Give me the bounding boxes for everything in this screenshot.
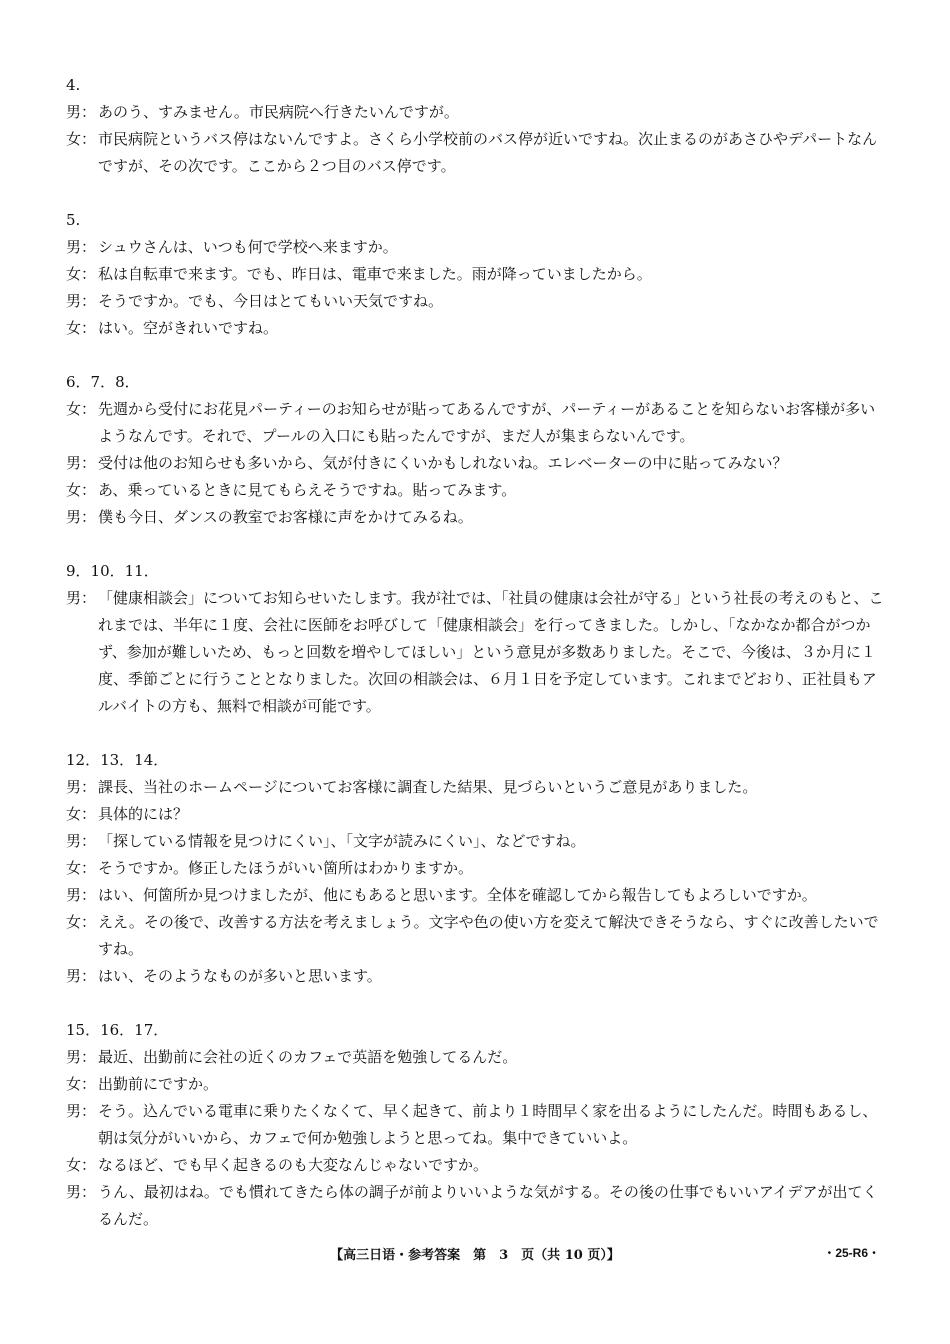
dialogue-text: 出勤前にですか。	[98, 1075, 219, 1093]
dialogue-text: 具体的には？	[98, 805, 189, 823]
speaker-label: 男：	[66, 778, 97, 796]
speaker-label: 男：	[66, 238, 97, 256]
dialogue-text: そう。込んでいる電車に乗りたくなくて、早く起きて、前より１時間早く家を出るようにしたんだ。時間もあるし、朝は気分がいいから、カフェで何か勉強しようと思ってね。集中できていいよ。	[98, 1102, 878, 1147]
dialogue-section	[66, 1017, 886, 1233]
dialogue-line	[66, 828, 886, 855]
speaker-label: 男：	[66, 103, 97, 121]
dialogue-text: 「探している情報を見つけにくい」、「文字が読みにくい」、などですね。	[98, 832, 586, 850]
page-footer: 【高三日语・参考答案 第 3 页（共 10 页）】	[330, 1248, 620, 1263]
speaker-label: 女：	[66, 481, 97, 499]
dialogue-section	[66, 558, 886, 720]
speaker-label: 女：	[66, 859, 97, 877]
dialogue-text: うん、最初はね。でも慣れてきたら体の調子が前よりいいような気がする。その後の仕事でもいいアイデアが出てくるんだ。	[98, 1183, 878, 1228]
dialogue-text: 市民病院というバス停はないんですよ。さくら小学校前のバス停が近いですね。次止まるのがあさひやデパートなんですが、その次です。ここから２つ目のバス停です。	[98, 130, 878, 175]
dialogue-text: 「健康相談会」についてお知らせいたします。我が社では、「社員の健康は会社が守る」という社長の考えのもと、これまでは、半年に１度、会社に医師をお呼びして「健康相談会」を行ってきました。しかし、「なかなか都合がつかず、参加が難しいため、もっと回数を増やしてほしい」という意見が多数ありました。そこで、今後は、３か月に１度、季節ごとに行うこととなりました。次回の相談会は、６月１日を予定しています。これまでどおり、正社員もアルバイトの方も、無料で相談が可能です。	[98, 589, 884, 715]
dialogue-line	[66, 126, 886, 180]
question-number: 15．16．17．	[66, 1021, 169, 1039]
speaker-label: 男：	[66, 967, 97, 985]
dialogue-text: なるほど、でも早く起きるのも大変なんじゃないですか。	[98, 1156, 489, 1174]
dialogue-line	[66, 909, 886, 963]
dialogue-text: はい、何箇所か見つけましたが、他にもあると思います。全体を確認してから報告してもよろしいですか。	[98, 886, 817, 904]
dialogue-line	[66, 396, 886, 450]
dialogue-line	[66, 774, 886, 801]
dialogue-text: はい、そのようなものが多いと思います。	[98, 967, 382, 985]
speaker-label: 男：	[66, 886, 97, 904]
speaker-label: 男：	[66, 1183, 97, 1201]
dialogue-line	[66, 504, 886, 531]
speaker-label: 男：	[66, 292, 97, 310]
speaker-label: 女：	[66, 1075, 97, 1093]
speaker-label: 女：	[66, 913, 97, 931]
dialogue-text: そうですか。でも、今日はとてもいい天気ですね。	[98, 292, 444, 310]
dialogue-text: 先週から受付にお花見パーティーのお知らせが貼ってあるんですが、パーティーがあることを知らないお客様が多いようなんです。それで、プールの入口にも貼ったんですが、まだ人が集まらないんです。	[98, 400, 876, 445]
speaker-label: 女：	[66, 1156, 97, 1174]
dialogue-section	[66, 72, 886, 180]
speaker-label: 女：	[66, 265, 97, 283]
dialogue-line	[66, 1152, 886, 1179]
speaker-label: 女：	[66, 130, 97, 148]
dialogue-line	[66, 234, 886, 261]
dialogue-line	[66, 1071, 886, 1098]
dialogue-line	[66, 99, 886, 126]
speaker-label: 女：	[66, 319, 97, 337]
dialogue-line	[66, 261, 886, 288]
speaker-label: 女：	[66, 805, 97, 823]
dialogue-line	[66, 450, 886, 477]
dialogue-text: ええ。その後で、改善する方法を考えましょう。文字や色の使い方を変えて解決できそうなら、すぐに改善したいですね。	[98, 913, 879, 958]
dialogue-line	[66, 855, 886, 882]
question-number: 4.	[66, 76, 81, 94]
question-number: 9．10．11．	[66, 562, 159, 580]
dialogue-line	[66, 963, 886, 990]
dialogue-line	[66, 288, 886, 315]
dialogue-section	[66, 369, 886, 531]
document-body	[66, 72, 886, 1260]
dialogue-text: 僕も今日、ダンスの教室でお客様に声をかけてみるね。	[98, 508, 473, 526]
speaker-label: 男：	[66, 508, 97, 526]
speaker-label: 女：	[66, 400, 97, 418]
dialogue-text: あのう、すみません。市民病院へ行きたいんですが。	[98, 103, 459, 121]
speaker-label: 男：	[66, 832, 97, 850]
speaker-label: 男：	[66, 589, 97, 607]
dialogue-text: 受付は他のお知らせも多いから、気が付きにくいかもしれないね。エレベーターの中に貼ってみない？	[98, 454, 788, 472]
dialogue-line	[66, 1044, 886, 1071]
dialogue-text: 課長、当社のホームページについてお客様に調査した結果、見づらいというご意見がありました。	[98, 778, 758, 796]
dialogue-line	[66, 585, 886, 720]
dialogue-text: はい。空がきれいですね。	[98, 319, 279, 337]
dialogue-section	[66, 747, 886, 990]
speaker-label: 男：	[66, 1048, 97, 1066]
document-code: ・25-R6・	[823, 1246, 880, 1260]
question-number: 5.	[66, 211, 81, 229]
dialogue-line	[66, 477, 886, 504]
dialogue-line	[66, 1179, 886, 1233]
dialogue-text: シュウさんは、いつも何で学校へ来ますか。	[98, 238, 398, 256]
dialogue-text: そうですか。修正したほうがいい箇所はわかりますか。	[98, 859, 474, 877]
dialogue-section	[66, 207, 886, 342]
dialogue-line	[66, 882, 886, 909]
question-number: 12．13．14．	[66, 751, 169, 769]
dialogue-text: 私は自転車で来ます。でも、昨日は、電車で来ました。雨が降っていましたから。	[98, 265, 652, 283]
dialogue-line	[66, 1098, 886, 1152]
dialogue-line	[66, 315, 886, 342]
dialogue-text: あ、乗っているときに見てもらえそうですね。貼ってみます。	[98, 481, 517, 499]
dialogue-line	[66, 801, 886, 828]
speaker-label: 男：	[66, 1102, 97, 1120]
question-number: 6．7．8．	[66, 373, 140, 391]
speaker-label: 男：	[66, 454, 97, 472]
dialogue-text: 最近、出勤前に会社の近くのカフェで英語を勉強してるんだ。	[98, 1048, 518, 1066]
